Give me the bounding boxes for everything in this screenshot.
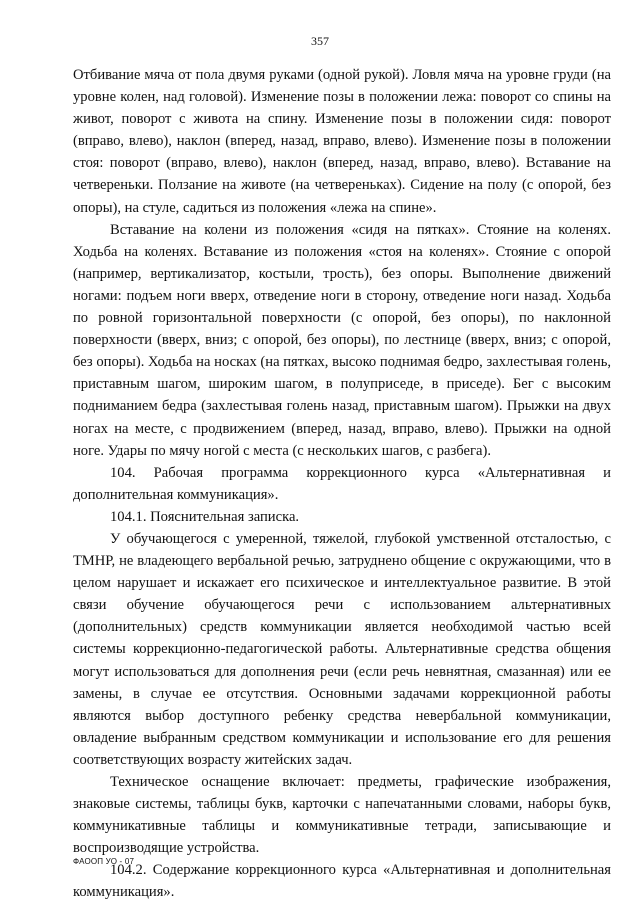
paragraph-motor-skills-continued: Отбивание мяча от пола двумя руками (одной рукой). Ловля мяча на уровне груди (на уровне колен, над головой). Изменение позы в положении лежа: поворот со спины на живот, поворот с живота на спину. Изменение позы в положении сидя: поворот (вправо, влево), наклон (вперед, назад, вправо, влево). Изменение позы в положении стоя: поворот (вправо, влево), наклон (вперед, назад, вправо, влево). Вставание на четвереньки. Ползание на животе (на четвереньках). Сидение на полу (с опорой, без опоры), на стуле, садиться из положения «лежа на спине». [73,67,611,216]
paragraph-explanatory-note: У обучающегося с умеренной, тяжелой, глубокой умственной отсталостью, с ТМНР, не владеющего вербальной речью, затруднено общение с окружающими, что в целом нарушает и искажает его психическое и интеллектуальное развитие. В этой связи обучение обучающегося речи с использованием альтернативных (дополнительных) средств коммуникации является необходимой частью всей системы коррекционно-педагогической работы. Альтернативные средства общения могут использоваться для дополнения речи (если речь невнятная, смазанная) или ее замены, в случае ее отсутствия. Основными задачами коррекционной работы являются выбор доступного ребенку средства невербальной коммуникации, овладение выбранным средством коммуникации и использование его для решения соответствующих возрасту житейских задач. [73,530,611,768]
subsection-heading-104-2: 104.2. Содержание коррекционного курса «Альтернативная и дополнительная коммуникация». [73,862,611,901]
section-heading-104: 104. Рабочая программа коррекционного курса «Альтернативная и дополнительная коммуникация». [73,464,611,503]
paragraph-kneeling-walking: Вставание на колени из положения «сидя на пятках». Стояние на коленях. Ходьба на коленях. Вставание из положения «стоя на коленях». Стояние с опорой (например, вертикализатор, костыли, трость), без опоры. Выполнение движений ногами: подъем ноги вверх, отведение ноги в сторону, отведение ноги назад. Ходьба по ровной горизонтальной поверхности (с опорой, без опоры), по наклонной поверхности (вверх, вниз; с опорой, без опоры), по лестнице (вверх, вниз; с опорой, без опоры). Ходьба на носках (на пятках, высоко поднимая бедро, захлестывая голень, приставным шагом, широким шагом, в полуприседе, в приседе). Бег с высоким подниманием бедра (захлестывая голень назад, приставным шагом). Прыжки на двух ногах на месте, с продвижением (вперед, назад, вправо, влево). Прыжки на одной ноге. Удары по мячу ногой с места (с нескольких шагов, с разбега). [73,221,611,459]
page-number: 357 [311,34,329,48]
document-footer-code: ФАООП УО - 07 [73,857,135,866]
paragraph-technical-equipment: Техническое оснащение включает: предметы, графические изображения, знаковые системы, таблицы букв, карточки с напечатанными словами, наборы букв, коммуникативные таблицы и коммуникативные тетради, записывающие и воспроизводящие устройства. [73,774,611,857]
subsection-heading-104-1: 104.1. Пояснительная записка. [110,508,300,525]
page-body [73,64,611,904]
